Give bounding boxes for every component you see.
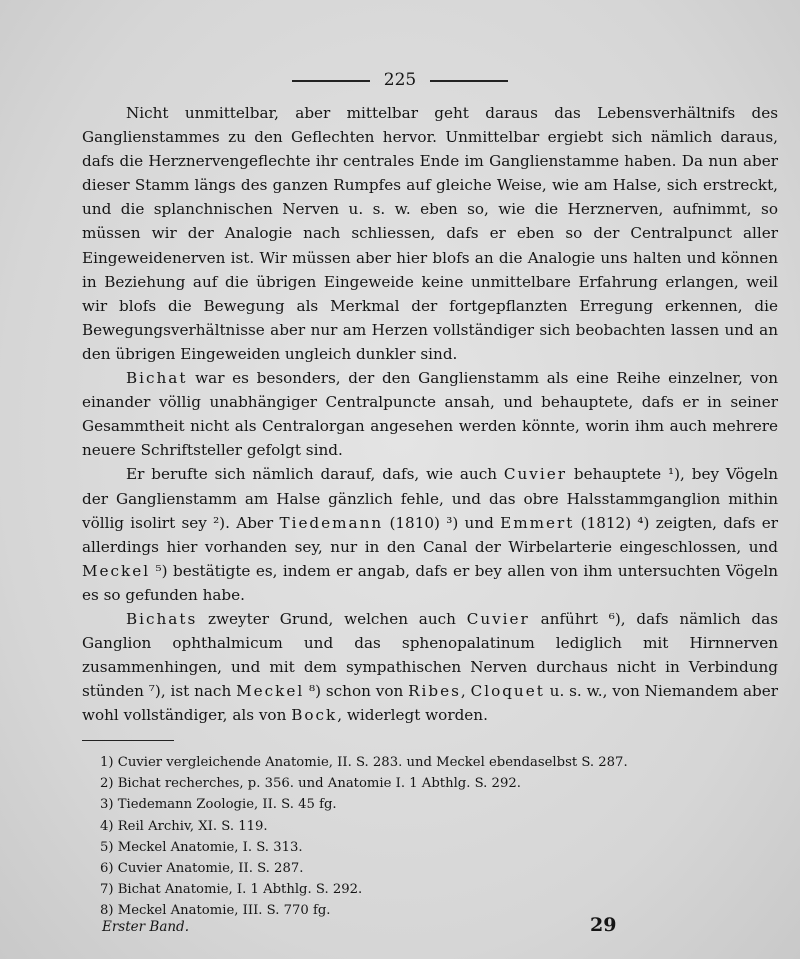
spaced-name: Cuvier xyxy=(466,609,530,628)
text-run: Nicht unmittelbar, aber mittelbar geht daraus das Lebensverhältnifs des Ganglienstammes zu den Geflechten hervor. Unmittelbar ergiebt sich nämlich daraus, dafs die Herznervengeflechte ihr centrales Ende im Ganglienstamme haben. Da nun aber dieser Stamm längs des ganzen Rumpfes auf gleiche Weise, wie am Halse, sich erstreckt, und die splanchnischen Nerven u. s. w. eben so, wie die Herznerven, aufnimmt, so müssen wir der Analogie nach schliessen, dafs er eben so der Centralpunct aller Eingeweidenerven ist. Wir müssen aber hier blofs an die Analogie uns halten und können in Beziehung auf die übrigen Eingeweide keine unmittelbare Erfahrung erlangen, weil wir blofs die Bewegung als Merkmal der fortgepflanzten Erregung erkennen, die Bewegungsverhältnisse aber nur am Herzen vollständiger sich beobachten lassen und an den übrigen Eingeweiden ungleich dunkler sind. xyxy=(82,104,778,363)
footnote-rule xyxy=(82,740,174,741)
text-run: Er berufte sich nämlich darauf, dafs, wie auch xyxy=(126,465,504,484)
text-run: ⁸) schon von xyxy=(304,682,409,701)
page-number: 225 xyxy=(383,70,417,90)
text-run: (1810) ³) und xyxy=(383,513,501,532)
spaced-name: Ribes xyxy=(408,682,461,701)
footnote: 3) Tiedemann Zoologie, II. S. 45 fg. xyxy=(100,797,337,813)
footnote: 2) Bichat recherches, p. 356. und Anatomie I. 1 Abthlg. S. 292. xyxy=(100,776,521,792)
spaced-name: Tiedemann xyxy=(279,513,384,532)
header-rule-right xyxy=(430,80,508,82)
text-run: war es besonders, der den Ganglienstamm als eine Reihe einzelner, von einander völlig unabhängiger Centralpuncte ansah, und behauptete, dafs er in seiner Gesammtheit nicht als Centralorgan angesehen werden könnte, worin ihm auch mehrere neuere Schriftsteller gefolgt sind. xyxy=(82,369,778,460)
footnote: 7) Bichat Anatomie, I. 1 Abthlg. S. 292. xyxy=(100,882,363,898)
text-run: (1812) ⁴) zeigten, dafs er allerdings hier vorhanden sey, nur in den Canal der Wirbelarterie eingeschlossen, und xyxy=(82,513,778,556)
spaced-name: Cloquet xyxy=(470,682,545,701)
text-run: , xyxy=(460,682,471,701)
spaced-name: Bichats xyxy=(126,609,198,628)
footnote: 1) Cuvier vergleichende Anatomie, II. S. 283. und Meckel ebendaselbst S. 287. xyxy=(100,755,628,770)
spaced-name: Meckel xyxy=(236,682,305,701)
footnote: 5) Meckel Anatomie, I. S. 313. xyxy=(100,839,303,855)
sheet-number: 29 xyxy=(590,914,617,936)
spaced-name: Bock xyxy=(291,706,338,725)
text-run: behauptete ¹), bey Vögeln der Ganglienstamm am Halse gänzlich fehle, und das obre Halsstammganglion mithin völlig isolirt sey ²). Aber xyxy=(82,465,778,532)
paragraph xyxy=(82,607,778,727)
text-run: , widerlegt worden. xyxy=(337,706,488,725)
text-run: u. s. w., von Niemandem aber wohl vollständiger, als von xyxy=(82,682,779,725)
footnote: 6) Cuvier Anatomie, II. S. 287. xyxy=(100,861,304,877)
main-text xyxy=(82,101,778,727)
footnotes xyxy=(100,752,740,922)
spaced-name: Meckel xyxy=(82,561,151,580)
paragraph xyxy=(82,462,778,607)
text-run: zweyter Grund, welchen auch xyxy=(197,609,467,628)
text-run: anführt ⁶), dafs nämlich das Ganglion ophthalmicum und das sphenopalatinum lediglich mit Hirnnerven zusammenhingen, und mit dem sympathischen Nerven durchaus nicht in Verbindung stünden ⁷), ist nach xyxy=(82,609,778,701)
header-rule-left xyxy=(292,80,370,82)
spaced-name: Emmert xyxy=(500,513,575,532)
page-header xyxy=(0,70,800,90)
paragraph xyxy=(82,101,778,366)
spaced-name: Cuvier xyxy=(503,465,567,484)
footnote: 4) Reil Archiv, XI. S. 119. xyxy=(100,818,268,834)
footnote: 8) Meckel Anatomie, III. S. 770 fg. xyxy=(100,903,331,919)
paragraph xyxy=(82,366,778,462)
text-run: ⁵) bestätigte es, indem er angab, dafs er bey allen von ihm untersuchten Vögeln es so gefunden habe. xyxy=(82,561,778,604)
spaced-name: Bichat xyxy=(126,369,188,388)
signature-mark: Erster Band. xyxy=(102,919,189,935)
